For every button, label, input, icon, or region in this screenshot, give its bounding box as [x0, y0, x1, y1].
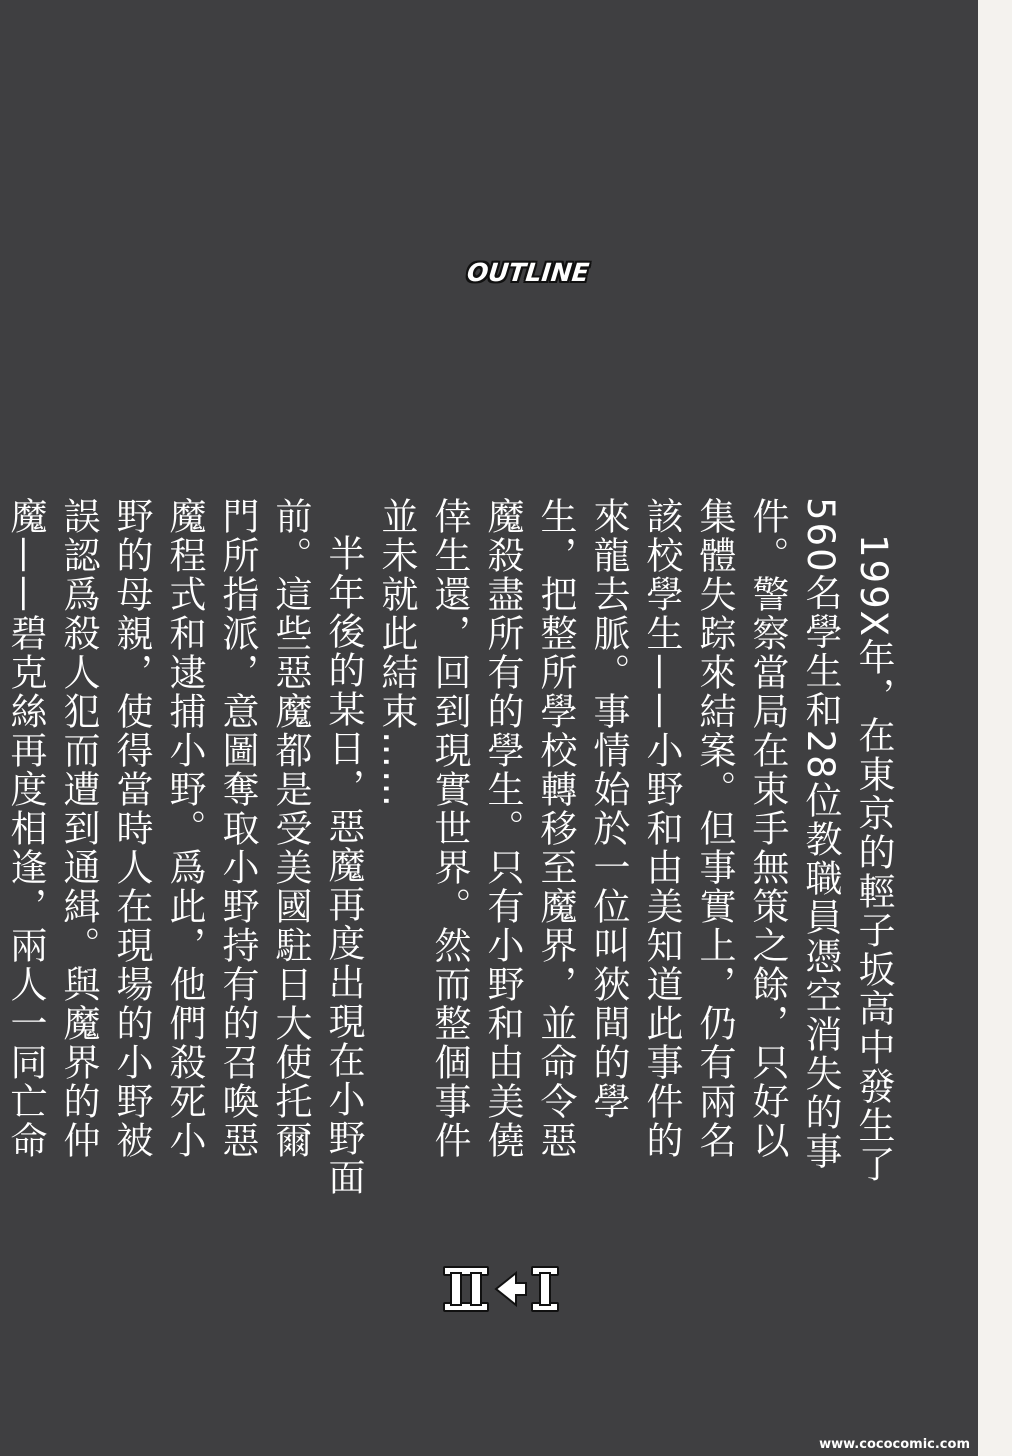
outline-title: OUTLINE	[465, 258, 591, 287]
volume-logo-icon	[442, 1263, 560, 1315]
synopsis-text	[4, 497, 900, 1197]
page-margin	[978, 0, 1012, 1456]
volume-logo	[442, 1263, 560, 1315]
site-watermark: www.cococomic.com	[819, 1437, 970, 1452]
synopsis-paragraph-1: 199X年，在東京的輕子坂高中發生了560名學生和28位教職員憑空消失的事件。警察當局在束手無策之餘，只好以集體失踪來結案。但事實上，仍有兩名該校學生——小野和由美知道此事件的來龍去脈。事情始於一位叫狹間的學生，把整所學校轉移至魔界，並命令惡魔殺盡所有的學生。只有小野和由美僥倖生還，回到現實世界。然而整個事件並未就此結束……	[375, 497, 895, 1184]
synopsis-paragraph-2: 半年後的某日，惡魔再度出現在小野面前。這些惡魔都是受美國駐日大使托爾門所指派，意圖奪取小野持有的召喚惡魔程式和逮捕小野。爲此，他們殺死小野的母親，使得當時人在現場的小野被誤認爲殺人犯而遭到通緝。與魔界的仲魔——碧克絲再度相逢，兩人一同亡命	[4, 497, 365, 1197]
